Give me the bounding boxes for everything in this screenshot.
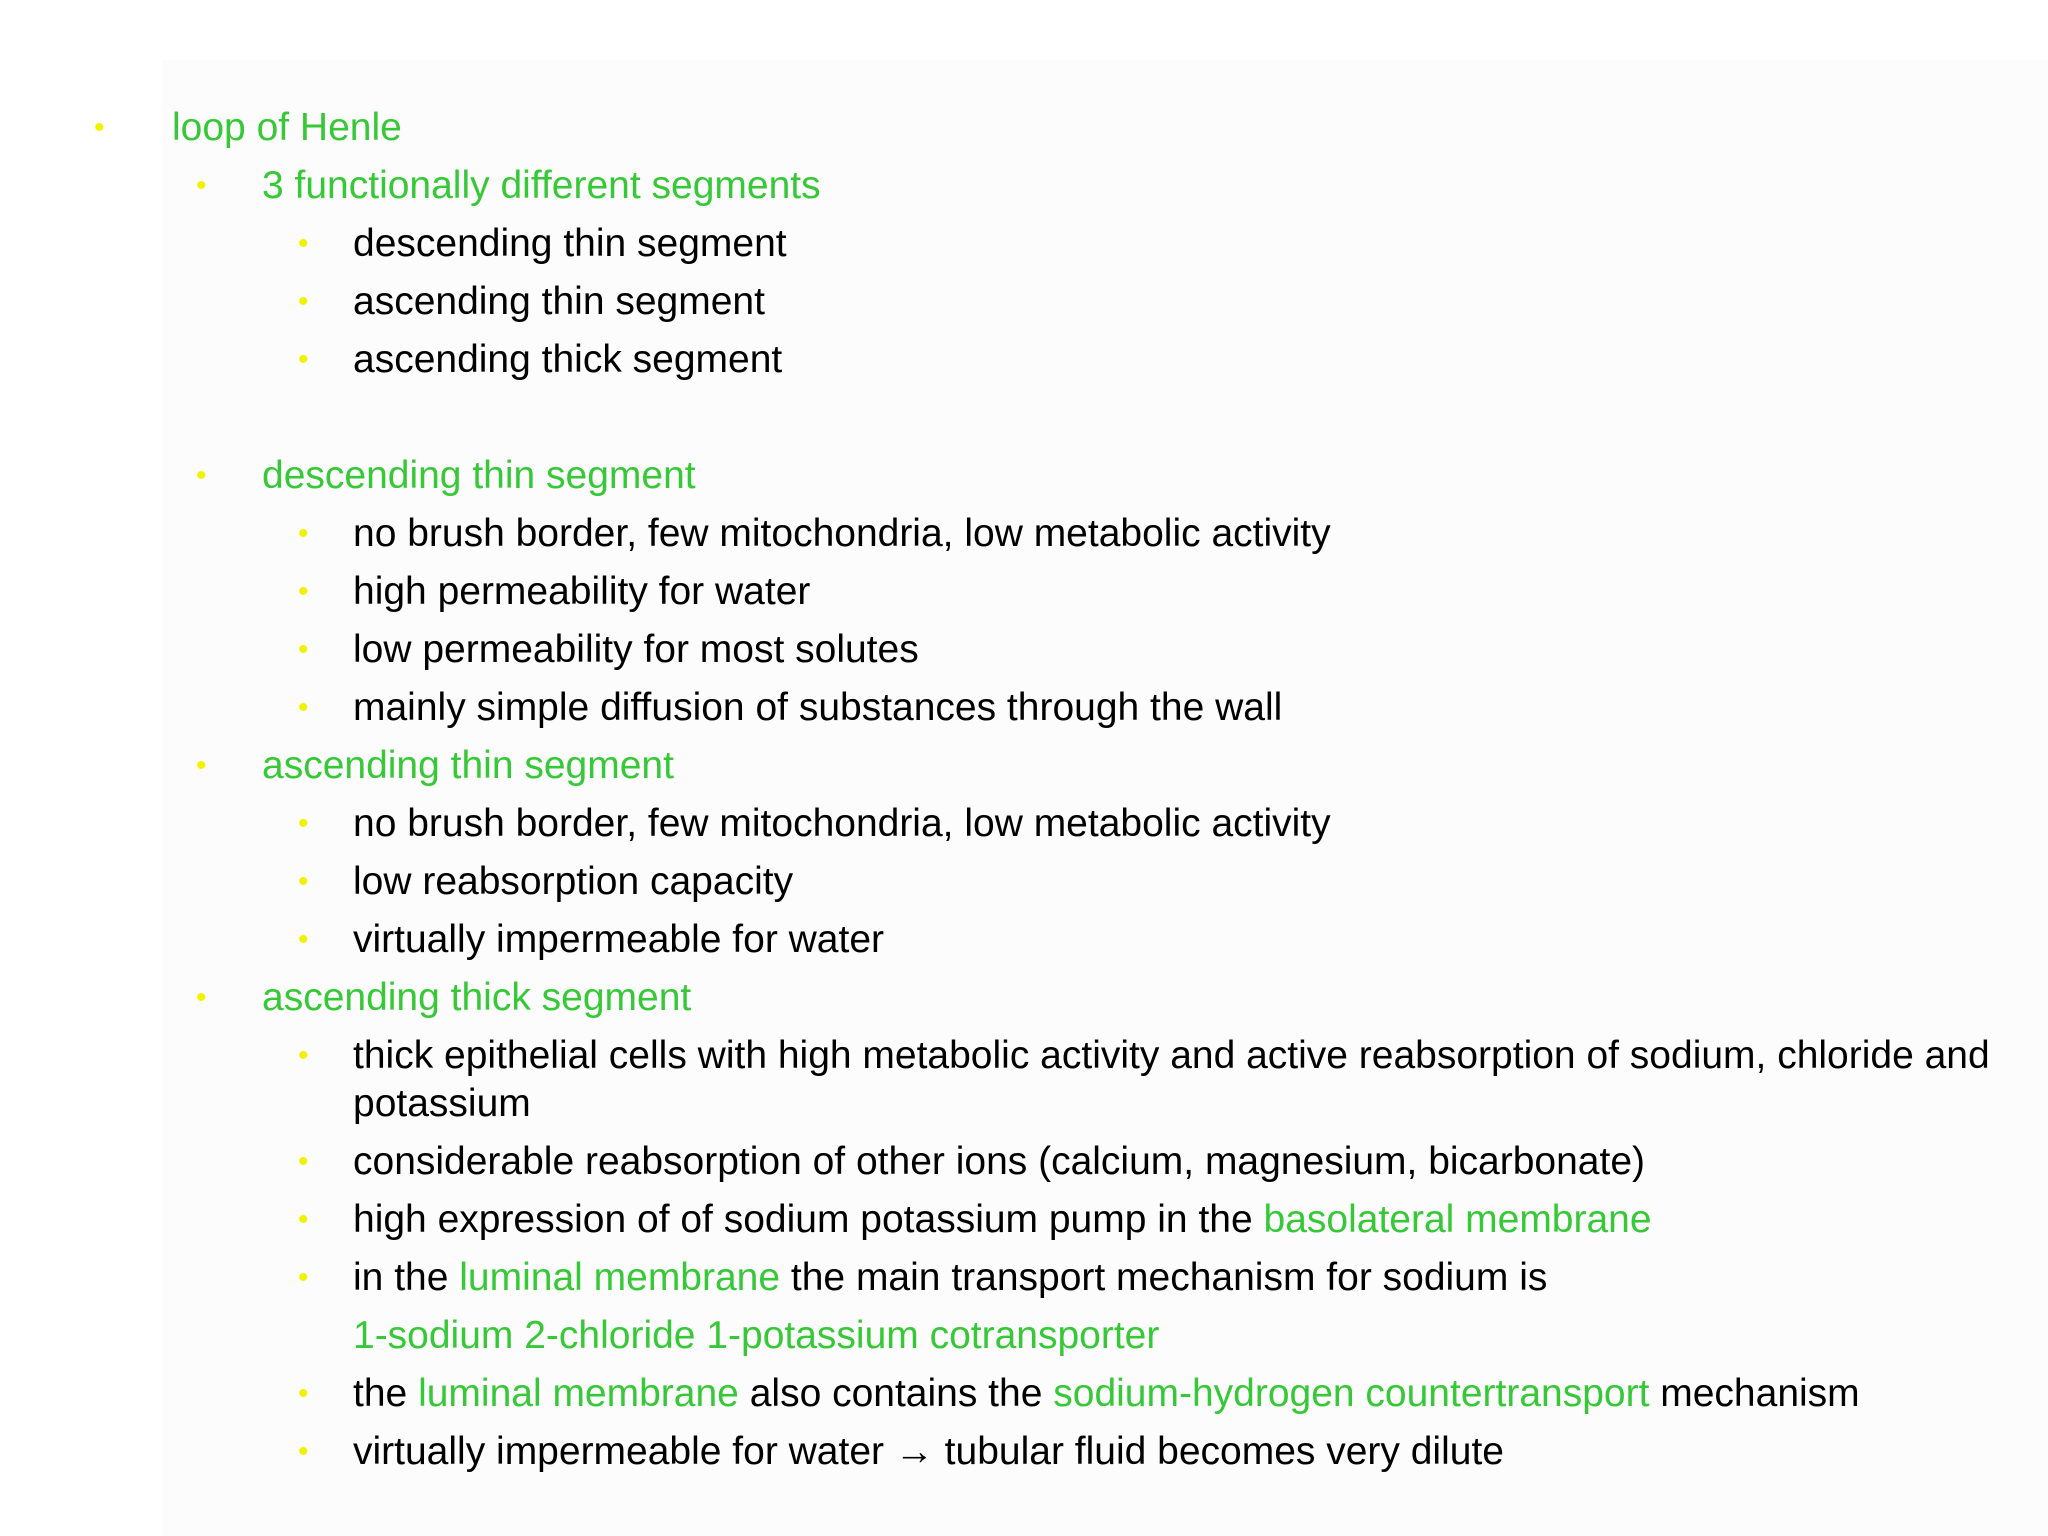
bullet-outline xyxy=(0,99,2048,1481)
list-item xyxy=(0,273,2048,331)
bullet-dot-icon: • xyxy=(298,691,309,724)
list-item-text: thick epithelial cells with high metabolic activity and active reabsorption of sodium, chloride and potassium xyxy=(353,1034,1990,1125)
highlighted-term: luminal membrane xyxy=(459,1256,781,1299)
list-item xyxy=(0,911,2048,969)
ascending-thin-heading: ascending thin segment xyxy=(262,744,674,787)
list-item-text: virtually impermeable for water → tubular fluid becomes very dilute xyxy=(353,1430,1504,1473)
list-item-text: high permeability for water xyxy=(353,570,811,613)
list-item xyxy=(0,1133,2048,1191)
list-item-text: ascending thin segment xyxy=(353,280,765,323)
list-item-text: no brush border, few mitochondria, low metabolic activity xyxy=(353,512,1331,555)
topic-item xyxy=(0,99,2048,157)
list-item-text: in the xyxy=(353,1256,460,1299)
list-item-continuation xyxy=(0,1307,2048,1365)
list-item xyxy=(0,215,2048,273)
bullet-dot-icon: • xyxy=(196,981,207,1014)
list-item-text: considerable reabsorption of other ions (calcium, magnesium, bicarbonate) xyxy=(353,1140,1646,1183)
bullet-dot-icon: • xyxy=(298,865,309,898)
descending-thin-heading-item xyxy=(0,447,2048,505)
bullet-dot-icon: • xyxy=(298,1039,309,1072)
list-item-text: mechanism xyxy=(1649,1372,1860,1415)
list-item-text: low permeability for most solutes xyxy=(353,628,919,671)
bullet-dot-icon: • xyxy=(298,1261,309,1294)
bullet-dot-icon: • xyxy=(298,1203,309,1236)
list-item-text: high expression of of sodium potassium pump in the xyxy=(353,1198,1264,1241)
list-item xyxy=(0,1032,1993,1128)
highlighted-term: sodium-hydrogen countertransport xyxy=(1053,1372,1650,1415)
list-item-text: low reabsorption capacity xyxy=(353,860,794,903)
bullet-dot-icon: • xyxy=(298,633,309,666)
bullet-dot-icon: • xyxy=(196,749,207,782)
list-item-text: the xyxy=(353,1372,419,1415)
highlighted-term: 1-sodium 2-chloride 1-potassium cotransporter xyxy=(353,1314,1160,1357)
highlighted-term: luminal membrane xyxy=(418,1372,739,1415)
list-item-text: mainly simple diffusion of substances through the wall xyxy=(353,686,1283,729)
bullet-dot-icon: • xyxy=(298,227,309,260)
bullet-dot-icon: • xyxy=(298,517,309,550)
ascending-thick-heading: ascending thick segment xyxy=(262,976,692,1019)
list-item-text: also contains the xyxy=(738,1372,1054,1415)
bullet-dot-icon: • xyxy=(298,1435,309,1468)
list-item-text: ascending thick segment xyxy=(353,338,783,381)
highlighted-term: basolateral membrane xyxy=(1263,1198,1652,1241)
bullet-dot-icon: • xyxy=(196,169,207,202)
list-item-text: virtually impermeable for water xyxy=(353,918,885,961)
list-item xyxy=(0,679,2048,737)
ascending-thick-heading-item xyxy=(0,969,2048,1027)
list-item xyxy=(0,795,2048,853)
list-item xyxy=(0,1249,2048,1307)
bullet-dot-icon: • xyxy=(298,285,309,318)
list-item xyxy=(0,1191,2048,1249)
list-item xyxy=(0,853,2048,911)
bullet-dot-icon: • xyxy=(298,923,309,956)
bullet-dot-icon: • xyxy=(298,807,309,840)
overview-heading: 3 functionally different segments xyxy=(262,164,821,207)
list-item-text: no brush border, few mitochondria, low metabolic activity xyxy=(353,802,1331,845)
topic-heading: loop of Henle xyxy=(172,106,402,149)
list-item xyxy=(0,563,2048,621)
overview-heading-item xyxy=(0,157,2048,215)
bullet-dot-icon: • xyxy=(298,1377,309,1410)
ascending-thin-heading-item xyxy=(0,737,2048,795)
list-item xyxy=(0,331,2048,389)
list-item xyxy=(0,1365,2048,1423)
bullet-dot-icon: • xyxy=(298,343,309,376)
bullet-dot-icon: • xyxy=(298,1145,309,1178)
list-item xyxy=(0,621,2048,679)
bullet-dot-icon: • xyxy=(94,111,105,144)
descending-thin-heading: descending thin segment xyxy=(262,454,696,497)
bullet-dot-icon: • xyxy=(298,575,309,608)
list-item-text: descending thin segment xyxy=(353,222,787,265)
bullet-dot-icon: • xyxy=(196,459,207,492)
list-item-text: the main transport mechanism for sodium is xyxy=(780,1256,1548,1299)
section-spacer xyxy=(0,389,2048,447)
list-item xyxy=(0,1423,2048,1481)
list-item xyxy=(0,505,2048,563)
